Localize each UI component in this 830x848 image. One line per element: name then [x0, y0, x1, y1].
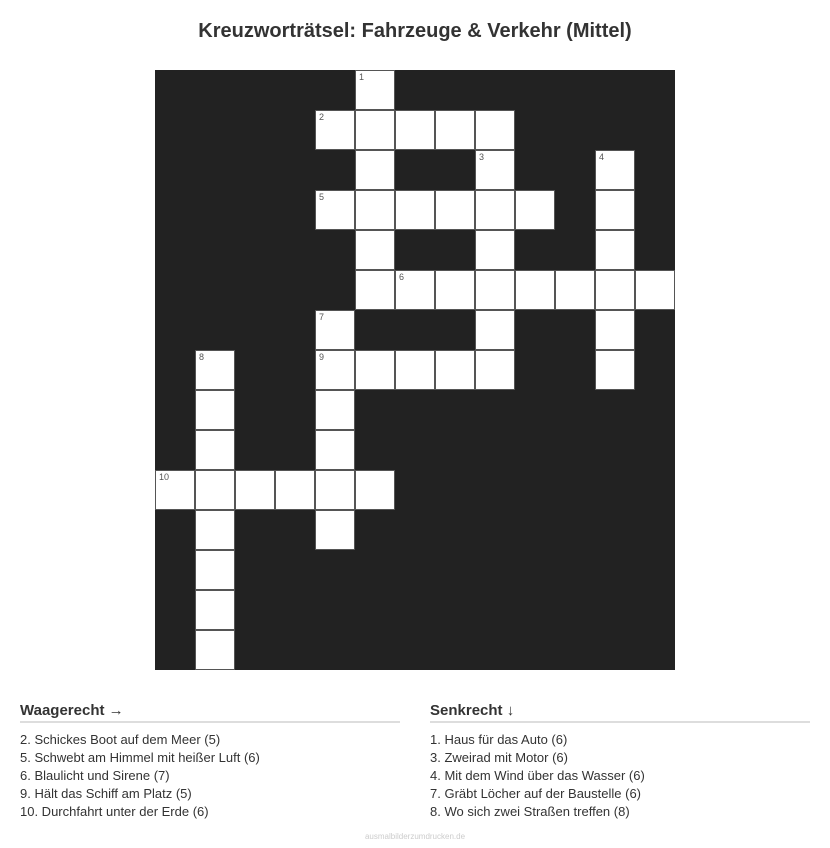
grid-cell[interactable]: [475, 150, 515, 190]
grid-cell[interactable]: [355, 350, 395, 390]
crossword-grid: [155, 70, 675, 670]
grid-cell[interactable]: [235, 470, 275, 510]
across-heading: Waagerecht →: [20, 702, 400, 723]
grid-cell[interactable]: [195, 590, 235, 630]
grid-cell[interactable]: [475, 230, 515, 270]
down-clue: 3. Zweirad mit Motor (6): [430, 750, 568, 765]
cell-number: 4: [599, 152, 605, 162]
across-clues: [20, 702, 400, 821]
grid-cell[interactable]: [435, 190, 475, 230]
cell-number: 6: [399, 272, 405, 282]
grid-cell[interactable]: [315, 470, 355, 510]
grid-cell[interactable]: [355, 150, 395, 190]
cell-number: 7: [319, 312, 325, 322]
grid-cell[interactable]: [315, 510, 355, 550]
grid-cell[interactable]: [195, 470, 235, 510]
grid-cell[interactable]: [315, 190, 355, 230]
grid-cell[interactable]: [355, 70, 395, 110]
grid-cell[interactable]: [275, 470, 315, 510]
grid-cell[interactable]: [315, 350, 355, 390]
grid-cell[interactable]: [195, 550, 235, 590]
grid-cell[interactable]: [395, 270, 435, 310]
grid-cell[interactable]: [475, 110, 515, 150]
across-clue: 2. Schickes Boot auf dem Meer (5): [20, 732, 221, 747]
down-heading: Senkrecht ↓: [430, 702, 810, 723]
grid-cell[interactable]: [635, 270, 675, 310]
cell-number: 10: [159, 472, 170, 482]
grid-cell[interactable]: [355, 270, 395, 310]
footer-credit: ausmalbilderzumdrucken.de: [364, 832, 466, 841]
down-clue: 8. Wo sich zwei Straßen treffen (8): [430, 804, 630, 819]
cell-number: 5: [319, 192, 325, 202]
grid-cell[interactable]: [595, 190, 635, 230]
grid-cell[interactable]: [475, 270, 515, 310]
grid-cell[interactable]: [475, 310, 515, 350]
grid-cell[interactable]: [195, 630, 235, 670]
across-clue: 9. Hält das Schiff am Platz (5): [20, 786, 192, 801]
grid-cell[interactable]: [195, 350, 235, 390]
grid-cell[interactable]: [315, 310, 355, 350]
grid-cell[interactable]: [515, 190, 555, 230]
grid-cell[interactable]: [475, 350, 515, 390]
grid-cell[interactable]: [475, 190, 515, 230]
across-clue: 6. Blaulicht und Sirene (7): [20, 768, 170, 783]
grid-cell[interactable]: [195, 510, 235, 550]
grid-cell[interactable]: [595, 350, 635, 390]
cell-number: 3: [479, 152, 485, 162]
grid-cell[interactable]: [555, 270, 595, 310]
grid-cell[interactable]: [155, 470, 195, 510]
grid-cell[interactable]: [195, 390, 235, 430]
cell-number: 1: [359, 72, 365, 82]
grid-cell[interactable]: [355, 190, 395, 230]
grid-cell[interactable]: [195, 430, 235, 470]
grid-cell[interactable]: [515, 270, 555, 310]
grid-cell[interactable]: [595, 310, 635, 350]
grid-cell[interactable]: [395, 190, 435, 230]
cell-number: 9: [319, 352, 325, 362]
grid-cell[interactable]: [355, 470, 395, 510]
cell-number: 2: [319, 112, 325, 122]
grid-cell[interactable]: [595, 230, 635, 270]
grid-cell[interactable]: [595, 150, 635, 190]
grid-cell[interactable]: [355, 230, 395, 270]
grid-cell[interactable]: [435, 350, 475, 390]
down-clues: [430, 702, 810, 821]
across-clue: 10. Durchfahrt unter der Erde (6): [20, 804, 209, 819]
grid-cell[interactable]: [435, 110, 475, 150]
grid-cell[interactable]: [355, 110, 395, 150]
grid-cell[interactable]: [395, 110, 435, 150]
grid-cell[interactable]: [435, 270, 475, 310]
down-clue: 4. Mit dem Wind über das Wasser (6): [430, 768, 645, 783]
across-clue: 5. Schwebt am Himmel mit heißer Luft (6): [20, 750, 260, 765]
puzzle-title: Kreuzworträtsel: Fahrzeuge & Verkehr (Mittel): [198, 20, 632, 42]
grid-cell[interactable]: [315, 430, 355, 470]
grid-cell[interactable]: [595, 270, 635, 310]
grid-cell[interactable]: [395, 350, 435, 390]
grid-cell[interactable]: [315, 390, 355, 430]
down-clue: 1. Haus für das Auto (6): [430, 732, 568, 747]
down-clue: 7. Gräbt Löcher auf der Baustelle (6): [430, 786, 642, 801]
grid-cell[interactable]: [315, 110, 355, 150]
cell-number: 8: [199, 352, 205, 362]
